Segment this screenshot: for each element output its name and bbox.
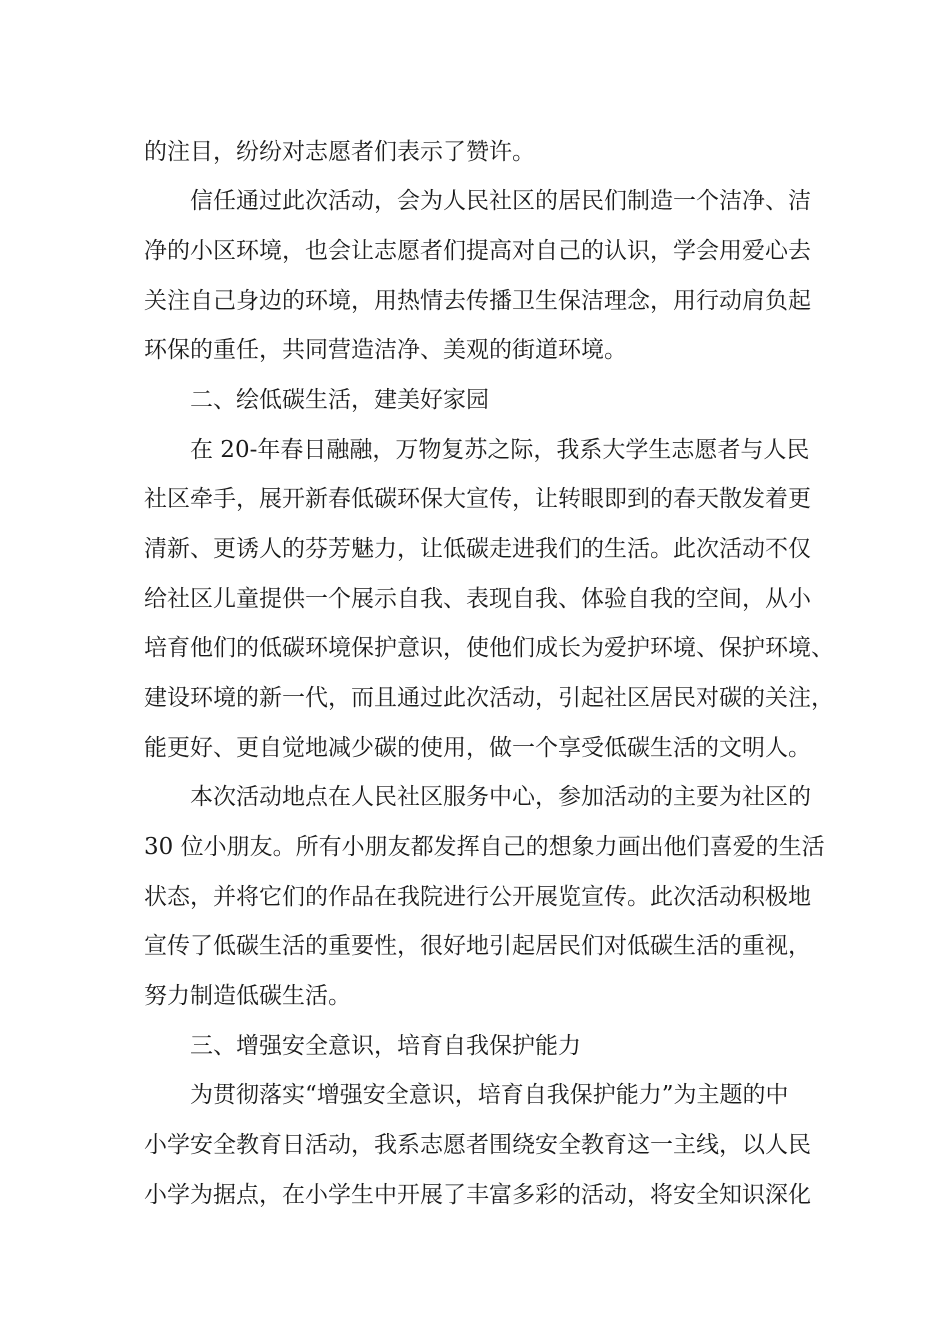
paragraph-line: 小学安全教育日活动，我系志愿者围绕安全教育这一主线，以人民 bbox=[144, 1132, 811, 1158]
paragraph-line: 小学为据点，在小学生中开展了丰富多彩的活动，将安全知识深化 bbox=[144, 1182, 811, 1208]
paragraph-line: 信任通过此次活动，会为人民社区的居民们制造一个洁净、洁 bbox=[190, 188, 811, 214]
paragraph-line: 状态，并将它们的作品在我院进行公开展览宣传。此次活动积极地 bbox=[144, 884, 811, 910]
paragraph-line: 的注目，纷纷对志愿者们表示了赞许。 bbox=[144, 139, 535, 165]
paragraph-line: 培育他们的低碳环境保护意识，使他们成长为爱护环境、保护环境、 bbox=[144, 635, 834, 661]
paragraph-line: 环保的重任，共同营造洁净、美观的街道环境。 bbox=[144, 337, 627, 363]
paragraph-line: 清新、更诱人的芬芳魅力，让低碳走进我们的生活。此次活动不仅 bbox=[144, 536, 811, 562]
paragraph-line: 本次活动地点在人民社区服务中心，参加活动的主要为社区的 bbox=[190, 784, 811, 810]
section-heading: 三、增强安全意识，培育自我保护能力 bbox=[190, 1033, 581, 1059]
paragraph-line: 关注自己身边的环境，用热情去传播卫生保洁理念，用行动肩负起 bbox=[144, 288, 811, 314]
paragraph-line: 在 20-年春日融融，万物复苏之际，我系大学生志愿者与人民 bbox=[190, 437, 810, 463]
paragraph-line: 建设环境的新一代，而且通过此次活动，引起社区居民对碳的关注， bbox=[144, 685, 834, 711]
paragraph-line: 宣传了低碳生活的重要性，很好地引起居民们对低碳生活的重视， bbox=[144, 933, 811, 959]
paragraph-line: 能更好、更自觉地减少碳的使用，做一个享受低碳生活的文明人。 bbox=[144, 735, 811, 761]
paragraph-line: 为贯彻落实“增强安全意识，培育自我保护能力”为主题的中 bbox=[190, 1082, 789, 1108]
paragraph-line: 社区牵手，展开新春低碳环保大宣传，让转眼即到的春天散发着更 bbox=[144, 486, 811, 512]
paragraph-line: 净的小区环境，也会让志愿者们提高对自己的认识，学会用爱心去 bbox=[144, 238, 811, 264]
paragraph-line: 努力制造低碳生活。 bbox=[144, 983, 351, 1009]
section-heading: 二、绘低碳生活，建美好家园 bbox=[190, 387, 489, 413]
paragraph-line: 给社区儿童提供一个展示自我、表现自我、体验自我的空间，从小 bbox=[144, 586, 811, 612]
paragraph-line: 30 位小朋友。所有小朋友都发挥自己的想象力画出他们喜爱的生活 bbox=[144, 834, 825, 860]
